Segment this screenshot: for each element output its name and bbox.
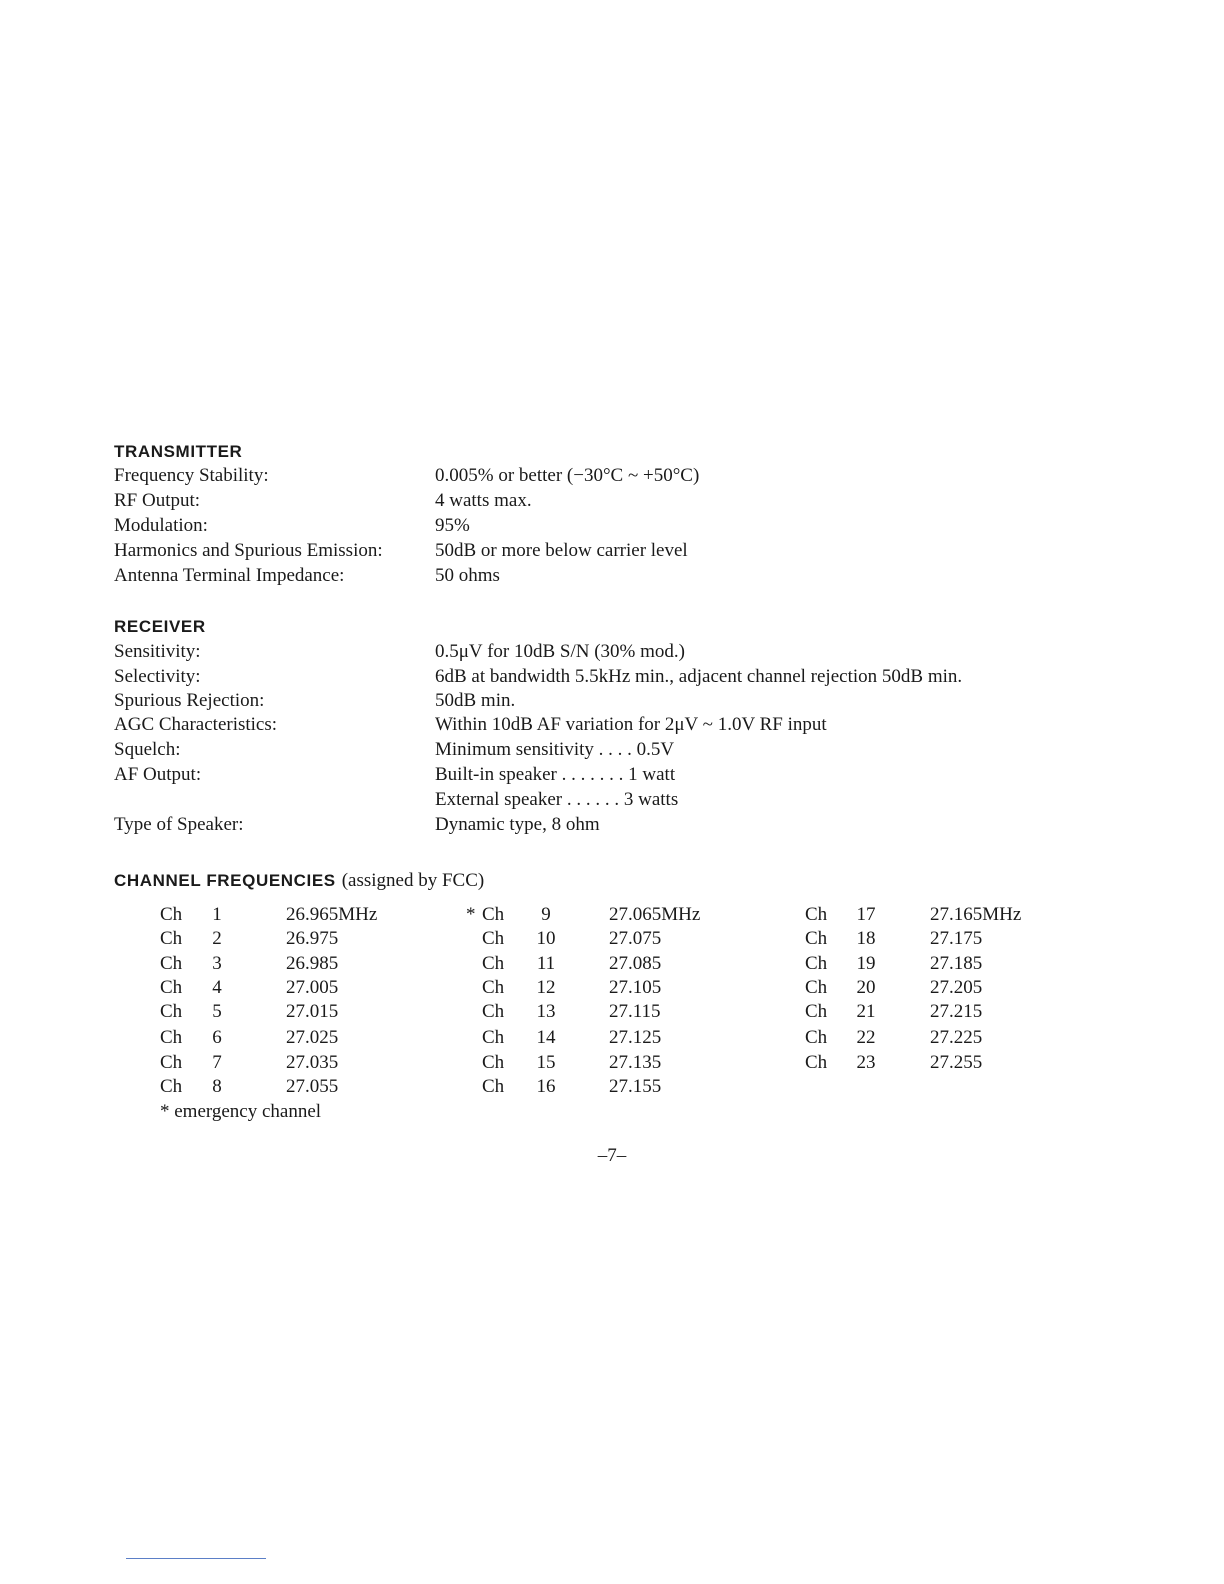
spec-label: Frequency Stability: [114, 465, 269, 486]
channel-frequency: 27.125 [609, 1027, 662, 1048]
channel-number: 2 [212, 928, 222, 949]
channel-number: 14 [536, 1027, 556, 1048]
channel-heading-text: CHANNEL FREQUENCIES [114, 871, 336, 890]
ch-label: Ch [482, 1052, 505, 1073]
spec-value: 0.005% or better (−30°C ~ +50°C) [435, 465, 700, 486]
ch-label: Ch [482, 977, 505, 998]
channel-number: 16 [536, 1076, 556, 1097]
channel-number: 12 [536, 977, 556, 998]
table-row [0, 902, 1224, 927]
spec-row-antenna-impedance [114, 563, 1114, 588]
channel-number: 11 [536, 953, 556, 974]
channel-frequency: 27.025 [286, 1027, 339, 1048]
table-row [0, 975, 1224, 1000]
ch-label: Ch [805, 1052, 828, 1073]
channel-frequency: 27.065MHz [609, 904, 701, 925]
table-row [0, 1074, 1224, 1099]
channel-frequency: 26.975 [286, 928, 339, 949]
spec-value: Dynamic type, 8 ohm [435, 814, 600, 835]
emergency-marker: * [466, 904, 476, 925]
channel-frequency: 27.215 [930, 1001, 983, 1022]
spec-row-speaker-type [114, 812, 1114, 837]
spec-label: Modulation: [114, 515, 208, 536]
ch-label: Ch [160, 977, 183, 998]
channel-number: 19 [856, 953, 876, 974]
channel-number: 13 [536, 1001, 556, 1022]
table-row [0, 1050, 1224, 1075]
table-row [0, 1025, 1224, 1050]
channel-frequency: 27.005 [286, 977, 339, 998]
ch-label: Ch [482, 1027, 505, 1048]
spec-label: AF Output: [114, 764, 202, 785]
channel-frequency: 27.135 [609, 1052, 662, 1073]
spec-row-modulation [114, 513, 1114, 538]
channel-number: 17 [856, 904, 876, 925]
ch-label: Ch [482, 1001, 505, 1022]
channel-frequency: 27.255 [930, 1052, 983, 1073]
channel-number: 10 [536, 928, 556, 949]
channel-frequency: 27.055 [286, 1076, 339, 1097]
table-row [0, 951, 1224, 976]
channel-heading-suffix: (assigned by FCC) [341, 870, 485, 891]
spec-label: Squelch: [114, 739, 181, 760]
bottom-rule [126, 1558, 266, 1559]
channel-frequency: 27.035 [286, 1052, 339, 1073]
ch-label: Ch [805, 904, 828, 925]
channel-number: 7 [212, 1052, 222, 1073]
ch-label: Ch [482, 904, 505, 925]
channel-number: 3 [212, 953, 222, 974]
ch-label: Ch [160, 1001, 183, 1022]
channel-frequency: 27.155 [609, 1076, 662, 1097]
spec-value: 50dB or more below carrier level [435, 540, 688, 561]
ch-label: Ch [160, 953, 183, 974]
spec-label: Antenna Terminal Impedance: [114, 565, 345, 586]
spec-value: 50dB min. [435, 690, 516, 711]
ch-label: Ch [805, 1027, 828, 1048]
spec-label: Sensitivity: [114, 641, 201, 662]
spec-row-rf-output [114, 488, 1114, 513]
channel-frequency: 27.115 [609, 1001, 661, 1022]
channel-frequency: 26.985 [286, 953, 339, 974]
ch-label: Ch [160, 904, 183, 925]
spec-label: Selectivity: [114, 666, 201, 687]
table-row [0, 999, 1224, 1024]
channel-number: 8 [212, 1076, 222, 1097]
spec-label: AGC Characteristics: [114, 714, 278, 735]
page-number: –7– [597, 1145, 627, 1166]
channel-frequency: 27.165MHz [930, 904, 1022, 925]
ch-label: Ch [805, 953, 828, 974]
channel-frequency: 27.175 [930, 928, 983, 949]
spec-row-agc [114, 712, 1114, 737]
channel-number: 18 [856, 928, 876, 949]
spec-row-af-output [114, 762, 1114, 787]
spec-value: 0.5μV for 10dB S/N (30% mod.) [435, 641, 685, 662]
spec-row-selectivity [114, 664, 1114, 689]
channel-number: 15 [536, 1052, 556, 1073]
ch-label: Ch [805, 977, 828, 998]
ch-label: Ch [805, 1001, 828, 1022]
channel-number: 21 [856, 1001, 876, 1022]
spec-row-frequency-stability [114, 463, 1114, 488]
table-row [0, 926, 1224, 951]
spec-value: Built-in speaker . . . . . . . 1 watt [435, 764, 676, 785]
channel-number: 9 [541, 904, 551, 925]
spec-row-sensitivity [114, 639, 1114, 664]
spec-label: Type of Speaker: [114, 814, 244, 835]
spec-value: 4 watts max. [435, 490, 532, 511]
ch-label: Ch [482, 1076, 505, 1097]
channel-number: 5 [212, 1001, 222, 1022]
transmitter-heading: TRANSMITTER [114, 442, 243, 461]
spec-value: 6dB at bandwidth 5.5kHz min., adjacent channel rejection 50dB min. [435, 666, 963, 687]
spec-value: 50 ohms [435, 565, 500, 586]
spec-label: RF Output: [114, 490, 201, 511]
channel-frequency: 27.185 [930, 953, 983, 974]
ch-label: Ch [482, 953, 505, 974]
channel-frequency: 27.075 [609, 928, 662, 949]
channel-frequency: 27.205 [930, 977, 983, 998]
channel-frequency: 27.015 [286, 1001, 339, 1022]
receiver-heading: RECEIVER [114, 617, 206, 636]
spec-row-af-output-external [114, 787, 1114, 812]
channel-number: 22 [856, 1027, 876, 1048]
spec-label: Harmonics and Spurious Emission: [114, 540, 383, 561]
spec-value: External speaker . . . . . . 3 watts [435, 789, 679, 810]
ch-label: Ch [160, 1052, 183, 1073]
channel-number: 23 [856, 1052, 876, 1073]
channel-frequencies-heading [114, 870, 484, 892]
spec-value: Minimum sensitivity . . . . 0.5V [435, 739, 675, 760]
ch-label: Ch [160, 1027, 183, 1048]
channel-number: 6 [212, 1027, 222, 1048]
ch-label: Ch [160, 1076, 183, 1097]
ch-label: Ch [160, 928, 183, 949]
channel-frequency: 27.105 [609, 977, 662, 998]
ch-label: Ch [482, 928, 505, 949]
spec-value: Within 10dB AF variation for 2μV ~ 1.0V RF input [435, 714, 827, 735]
ch-label: Ch [805, 928, 828, 949]
channel-frequency: 26.965MHz [286, 904, 378, 925]
spec-label: Spurious Rejection: [114, 690, 265, 711]
channel-frequency: 27.225 [930, 1027, 983, 1048]
spec-row-harmonics [114, 538, 1114, 563]
emergency-footnote: * emergency channel [160, 1101, 322, 1122]
channel-number: 1 [212, 904, 222, 925]
spec-row-spurious-rejection [114, 688, 1114, 713]
spec-value: 95% [435, 515, 470, 536]
channel-frequency: 27.085 [609, 953, 662, 974]
channel-number: 4 [212, 977, 222, 998]
spec-row-squelch [114, 737, 1114, 762]
channel-number: 20 [856, 977, 876, 998]
